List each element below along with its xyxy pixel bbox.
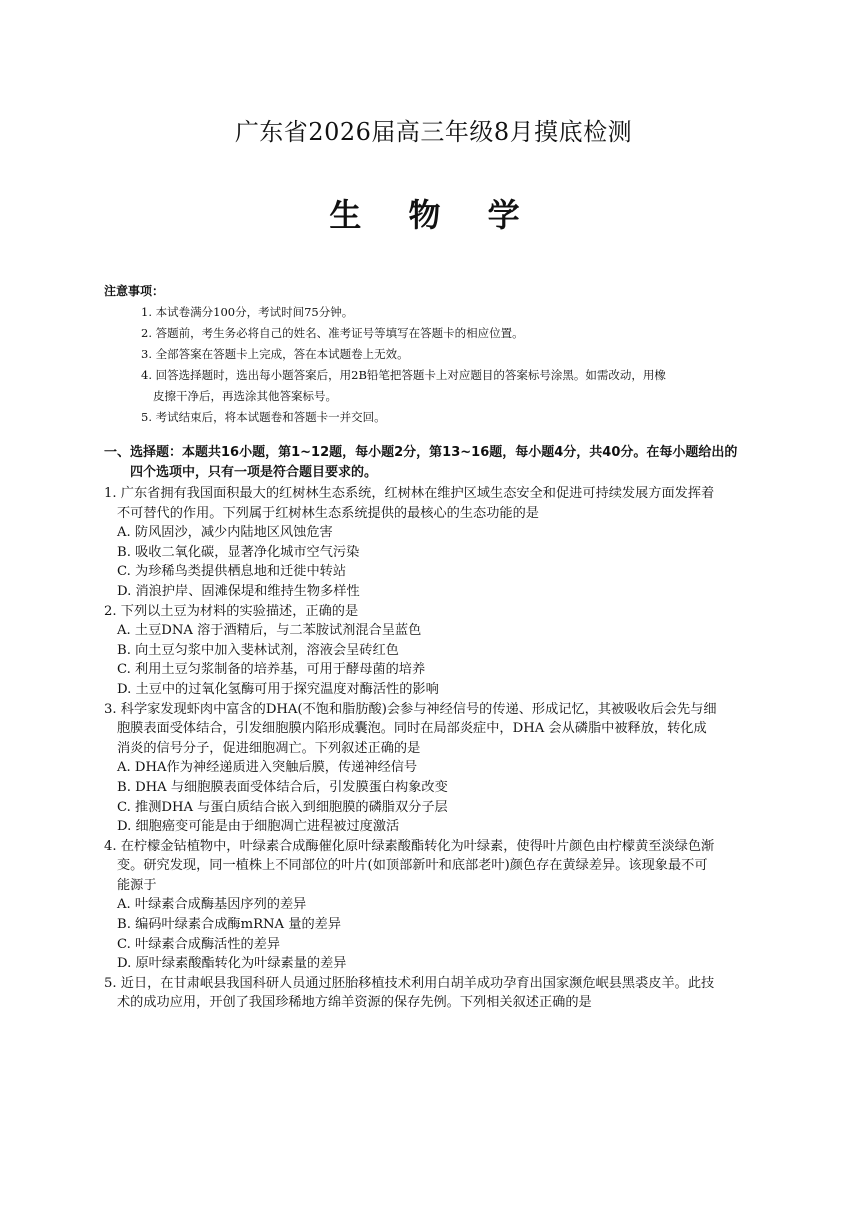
question-2-stem: 2. 下列以土豆为材料的实验描述，正确的是 [104, 603, 359, 619]
question-4-stem: 4. 在柠檬金钻植物中，叶绿素合成酶催化原叶绿素酸酯转化为叶绿素，使得叶片颜色由柠檬黄至淡绿色渐 变。研究发现，同一植株上不同部位的叶片(如顶部新叶和底部老叶)颜色存在黄绿差异。该现象最不可 能源于 [104, 838, 715, 893]
notices-heading: 注意事项： [104, 284, 165, 298]
question-2-option-d: D. 土豆中的过氧化氢酶可用于探究温度对酶活性的影响 [117, 681, 439, 697]
question-2-option-c: C. 利用土豆匀浆制备的培养基，可用于酵母菌的培养 [117, 662, 426, 678]
question-3-option-b: B. DHA 与细胞膜表面受体结合后，引发膜蛋白构象改变 [117, 779, 448, 795]
notice-item: 3. 全部答案在答题卡上完成，答在本试题卷上无效。 [141, 347, 409, 361]
exam-title: 广东省2026届高三年级8月摸底检测 [234, 118, 633, 146]
notice-item: 2. 答题前，考生务必将自己的姓名、准考证号等填写在答题卡的相应位置。 [141, 326, 524, 340]
section-heading: 一、选择题：本题共16小题，第1~12题，每小题2分，第13~16题，每小题4分，共40分。在每小题给出的 四个选项中，只有一项是符合题目要求的。 [104, 445, 738, 480]
question-4-option-c: C. 叶绿素合成酶活性的差异 [117, 936, 281, 952]
question-2-option-b: B. 向土豆匀浆中加入斐林试剂，溶液会呈砖红色 [117, 642, 399, 658]
notices-list [104, 302, 784, 428]
question-4-option-d: D. 原叶绿素酸酯转化为叶绿素量的差异 [117, 956, 347, 972]
notice-item: 1. 本试卷满分100分，考试时间75分钟。 [141, 305, 354, 319]
question-4-option-b: B. 编码叶绿素合成酶mRNA 量的差异 [117, 917, 342, 933]
question-3-option-d: D. 细胞癌变可能是由于细胞凋亡进程被过度激活 [117, 819, 400, 835]
question-5-stem: 5. 近日，在甘肃岷县我国科研人员通过胚胎移植技术利用白胡羊成功孕育出国家濒危岷县黑裘皮羊。此技 术的成功应用，开创了我国珍稀地方绵羊资源的保存先例。下列相关叙述正确的是 [104, 975, 715, 1011]
question-1-option-b: B. 吸收二氧化碳，显著净化城市空气污染 [117, 544, 360, 560]
question-3-option-a: A. DHA作为神经递质进入突触后膜，传递神经信号 [117, 760, 418, 776]
subject-title: 生 物 学 [329, 196, 538, 234]
question-3-option-c: C. 推测DHA 与蛋白质结合嵌入到细胞膜的磷脂双分子层 [117, 799, 448, 815]
question-4-option-a: A. 叶绿素合成酶基因序列的差异 [117, 897, 307, 913]
question-list [104, 484, 780, 1013]
question-1-option-c: C. 为珍稀鸟类提供栖息地和迁徙中转站 [117, 564, 347, 580]
question-1-option-a: A. 防风固沙，减少内陆地区风蚀危害 [117, 525, 333, 541]
notice-item: 5. 考试结束后，将本试题卷和答题卡一并交回。 [141, 410, 386, 424]
question-2-option-a: A. 土豆DNA 溶于酒精后，与二苯胺试剂混合呈蓝色 [117, 623, 422, 639]
notice-item: 4. 回答选择题时，选出每小题答案后，用2B铅笔把答题卡上对应题目的答案标号涂黑。如需改动，用橡 皮擦干净后，再选涂其他答案标号。 [141, 368, 666, 403]
question-3-stem: 3. 科学家发现虾肉中富含的DHA(不饱和脂肪酸)会参与神经信号的传递、形成记忆，其被吸收后会先与细 胞膜表面受体结合，引发细胞膜内陷形成囊泡。同时在局部炎症中，DHA 会从磷脂中被释放，转化成 消炎的信号分子，促进细胞凋亡。下列叙述正确的是 [104, 701, 717, 756]
question-1-stem: 1. 广东省拥有我国面积最大的红树林生态系统，红树林在维护区域生态安全和促进可持续发展方面发挥着 不可替代的作用。下列属于红树林生态系统提供的最核心的生态功能的是 [104, 486, 715, 521]
question-1-option-d: D. 消浪护岸、固滩保堤和维持生物多样性 [117, 583, 360, 599]
